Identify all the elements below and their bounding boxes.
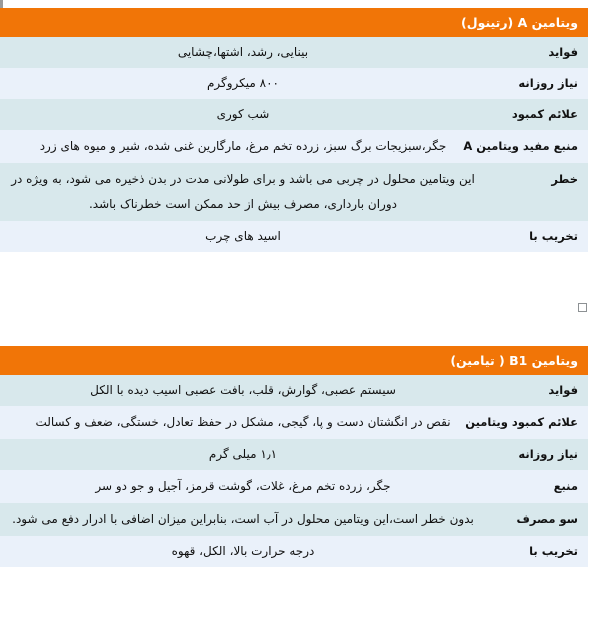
- table-row: [0, 375, 588, 406]
- table-row: [0, 99, 588, 130]
- table-row: [0, 163, 588, 221]
- row-label-sources: منبع مفید ویتامین A: [486, 130, 588, 163]
- table-row: [0, 130, 588, 163]
- row-value-destroyed-by: درجه حرارت بالا، الکل، قهوه: [0, 536, 486, 567]
- vitamin-a-header-row: [0, 8, 588, 37]
- table-row: [0, 536, 588, 567]
- table-row: [0, 470, 588, 503]
- row-value-benefits: بینایی، رشد، اشتها،چشایی: [0, 37, 486, 68]
- row-label-benefits: فواید: [486, 37, 588, 68]
- table-row: [0, 221, 588, 252]
- table-row: [0, 68, 588, 99]
- table-row: [0, 406, 588, 439]
- row-label-daily-need: نیاز روزانه: [486, 439, 588, 470]
- row-value-source: جگر، زرده تخم مرغ، غلات، گوشت قرمز، آجیل و جو دو سر: [0, 470, 486, 503]
- row-value-risk: این ویتامین محلول در چربی می باشد و برای طولانی مدت در بدن ذخیره می شود، به ویژه در دوران بارداری، مصرف بیش از حد ممکن است خطرناک باشد.: [0, 163, 486, 221]
- row-value-daily-need: ۸۰۰ میکروگرم: [0, 68, 486, 99]
- row-value-benefits: سیستم عصبی، گوارش، قلب، بافت عصبی اسیب دیده با الکل: [0, 375, 486, 406]
- table-row: [0, 503, 588, 536]
- row-label-overuse: سو مصرف: [486, 503, 588, 536]
- row-value-overuse: بدون خطر است،این ویتامین محلول در آب است، بنابراین میزان اضافی با ادرار دفع می شود.: [0, 503, 486, 536]
- row-label-daily-need: نیاز روزانه: [486, 68, 588, 99]
- row-value-sources: جگر،سبزیجات برگ سبز، زرده تخم مرغ، مارگارین غنی شده، شیر و میوه های زرد: [0, 130, 486, 163]
- vitamin-b1-table-block: [0, 346, 588, 567]
- row-label-risk: خطر: [486, 163, 588, 221]
- vitamin-a-table-block: [0, 8, 588, 252]
- row-label-benefits: فواید: [486, 375, 588, 406]
- vitamin-b1-title: ویتامین B1 ( تیامین): [0, 346, 588, 375]
- row-value-daily-need: ۱٫۱ میلی گرم: [0, 439, 486, 470]
- vitamin-b1-table: [0, 346, 588, 567]
- row-value-deficiency-signs: نقص در انگشتان دست و پا، گیجی، مشکل در حفظ تعادل، خستگی، ضعف و کسالت: [0, 406, 486, 439]
- row-label-source: منبع: [486, 470, 588, 503]
- table-row: [0, 439, 588, 470]
- row-label-destroyed-by: تخریب با: [486, 536, 588, 567]
- empty-square-icon: [578, 303, 587, 312]
- table-row: [0, 37, 588, 68]
- vitamin-a-table: [0, 8, 588, 252]
- row-value-deficiency-signs: شب کوری: [0, 99, 486, 130]
- vitamin-a-title: ویتامین A (رتینول): [0, 8, 588, 37]
- row-value-destroyed-by: اسید های چرب: [0, 221, 486, 252]
- vitamin-b1-header-row: [0, 346, 588, 375]
- row-label-destroyed-by: تخریب با: [486, 221, 588, 252]
- row-label-deficiency-signs: علائم کمبود: [486, 99, 588, 130]
- row-label-deficiency-signs: علائم کمبود ویتامین: [486, 406, 588, 439]
